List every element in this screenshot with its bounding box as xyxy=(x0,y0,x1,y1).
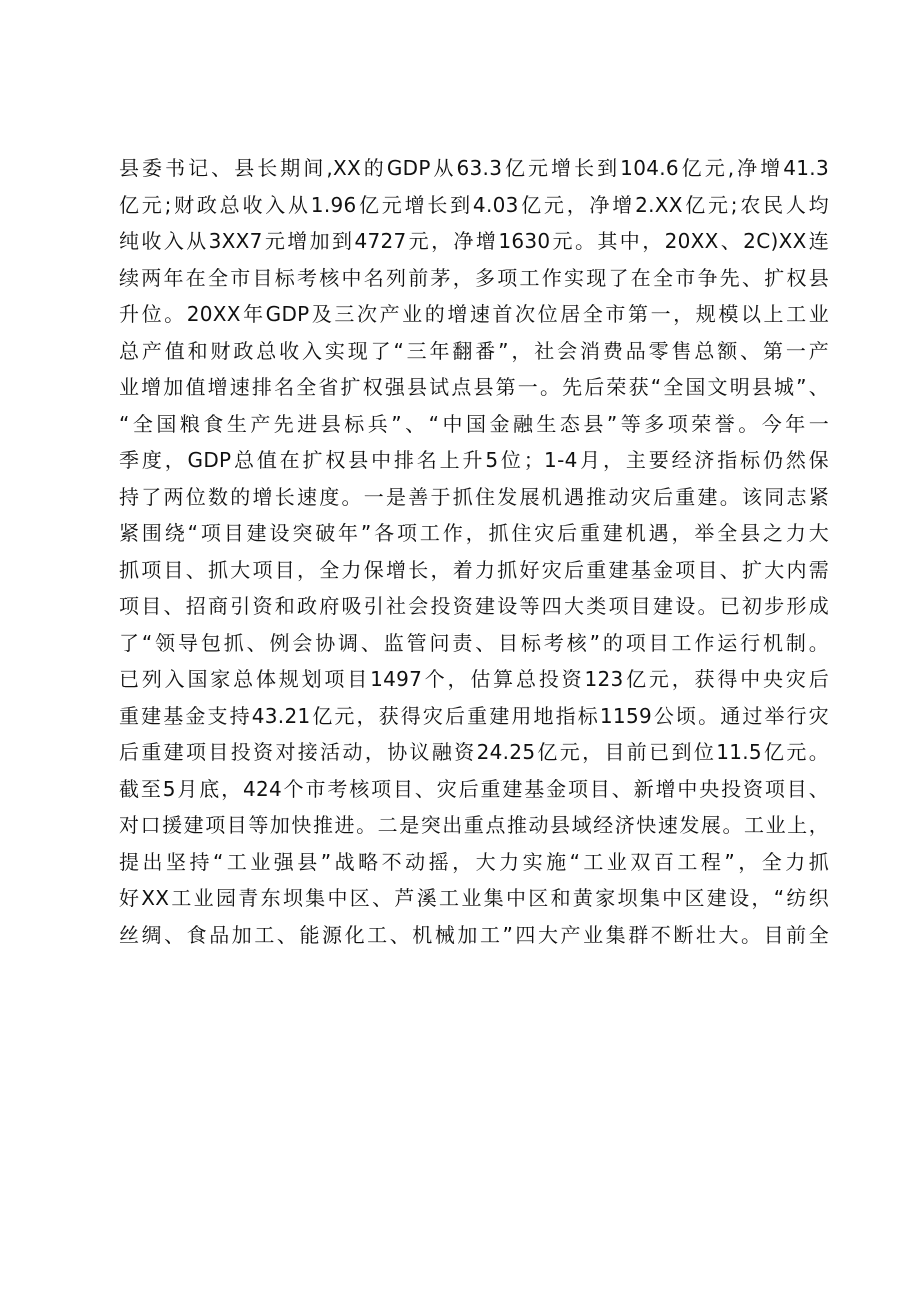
text-line: 纯收入从3XX7元增加到4727元，净增1630元。其中，20XX、2C)XX连 xyxy=(119,229,829,253)
text-line: 升位。20XX年GDP及三次产业的增速首次位居全市第一，规模以上工业 xyxy=(119,302,829,326)
text-line: 业增加值增速排名全省扩权强县试点县第一。先后荣获“全国文明县城”、 xyxy=(119,375,829,399)
body-paragraph xyxy=(119,150,829,953)
text-line: 总产值和财政总收入实现了“三年翻番”，社会消费品零售总额、第一产 xyxy=(119,338,829,363)
text-line: 续两年在全市目标考核中名列前茅，多项工作实现了在全市争先、扩权县 xyxy=(119,265,829,290)
text-line: 亿元;财政总收入从1.96亿元增长到4.03亿元，净增2.XX亿元;农民人均 xyxy=(119,192,829,217)
text-line: 县委书记、县长期间,XX的GDP从63.3亿元增长到104.6亿元,净增41.3 xyxy=(119,156,829,180)
text-line: 重建基金支持43.21亿元，获得灾后重建用地指标1159公顷。通过举行灾 xyxy=(119,703,829,728)
text-line: 紧围绕“项目建设突破年”各项工作，抓住灾后重建机遇，举全县之力大 xyxy=(119,521,829,545)
text-line: 项目、招商引资和政府吸引社会投资建设等四大类项目建设。已初步形成 xyxy=(119,594,829,618)
text-line: 持了两位数的增长速度。一是善于抓住发展机遇推动灾后重建。该同志紧 xyxy=(119,484,829,509)
text-line: 了“领导包抓、例会协调、监管问责、目标考核”的项目工作运行机制。 xyxy=(119,630,829,655)
text-line: 抓项目、抓大项目，全力保增长，着力抓好灾后重建基金项目、扩大内需 xyxy=(119,557,829,582)
text-line: 后重建项目投资对接活动，协议融资24.25亿元，目前已到位11.5亿元。 xyxy=(119,740,829,764)
text-line: 提出坚持“工业强县”战略不动摇，大力实施“工业双百工程”，全力抓 xyxy=(119,849,829,874)
text-line: 季度，GDP总值在扩权县中排名上升5位；1-4月，主要经济指标仍然保 xyxy=(119,448,829,472)
text-line: 已列入国家总体规划项目1497个，估算总投资123亿元，获得中央灾后 xyxy=(119,667,829,691)
text-line: 丝绸、食品加工、能源化工、机械加工”四大产业集群不断壮大。目前全 xyxy=(119,922,829,947)
text-line: 截至5月底，424个市考核项目、灾后重建基金项目、新增中央投资项目、 xyxy=(119,776,829,801)
text-line: 对口援建项目等加快推进。二是突出重点推动县域经济快速发展。工业上， xyxy=(119,813,829,837)
text-line: “全国粮食生产先进县标兵”、“中国金融生态县”等多项荣誉。今年一 xyxy=(119,411,829,436)
text-line: 好XX工业园青东坝集中区、芦溪工业集中区和黄家坝集中区建设，“纺织 xyxy=(119,886,829,910)
